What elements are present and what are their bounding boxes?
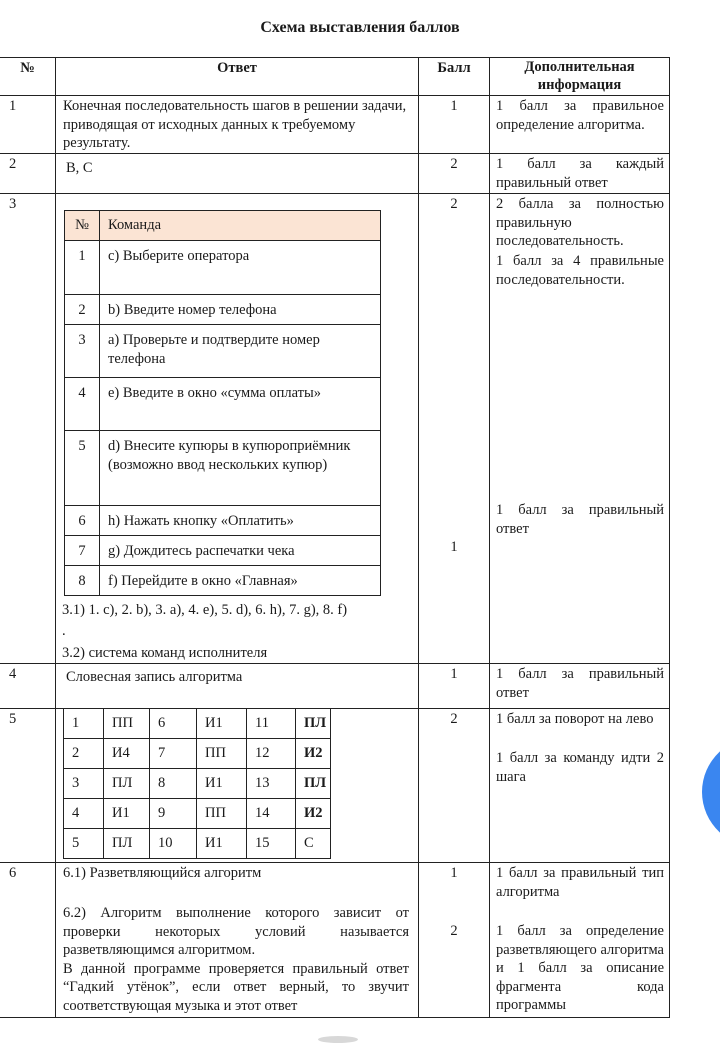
- routes-cell: ПЛ: [296, 709, 331, 739]
- command-text: е) Введите в окно «сумма оплаты»: [100, 378, 381, 431]
- commands-table: [64, 210, 381, 596]
- score-value: 1: [450, 666, 458, 682]
- info-text: 1 балл за правильный ответ: [496, 502, 664, 537]
- command-num: 6: [65, 506, 100, 536]
- routes-cell: 6: [150, 709, 197, 739]
- routes-cell: И2: [296, 739, 331, 769]
- command-text: d) Внесите купюры в купюроприёмник (возможно ввод нескольких купюр): [100, 431, 381, 506]
- command-text: g) Дождитесь распечатки чека: [100, 536, 381, 566]
- routes-cell: 2: [64, 739, 104, 769]
- command-text: а) Проверьте и подтвердите номер телефона: [100, 325, 381, 378]
- routes-cell: 13: [247, 769, 296, 799]
- row-number: 3: [9, 196, 17, 212]
- table-rule: [0, 1017, 670, 1018]
- info-text: 1 балл за правильный ответ: [496, 666, 664, 701]
- routes-cell: 12: [247, 739, 296, 769]
- routes-cell: И1: [197, 769, 247, 799]
- routes-row: [64, 769, 331, 799]
- routes-cell: 4: [64, 799, 104, 829]
- answer-3-1-dot: .: [62, 623, 66, 639]
- routes-cell: И2: [296, 799, 331, 829]
- row-number: 1: [9, 98, 17, 114]
- routes-cell: И1: [104, 799, 150, 829]
- answer-6-2: [63, 904, 409, 1017]
- score-value: 1: [450, 98, 458, 114]
- answer-6-2-extra: В данной программе проверяется правильный ответ “Гадкий утёнок”, если ответ верный, то звучит соответствующая музыка и этот ответ: [63, 960, 409, 1014]
- floating-action-button[interactable]: [702, 735, 720, 849]
- command-row: [65, 431, 381, 506]
- command-text: с) Выберите оператора: [100, 241, 381, 295]
- row-number: 5: [9, 711, 17, 727]
- info-text: 1 балл за правильный тип алгоритма: [496, 865, 664, 900]
- answer-6-1: 6.1) Разветвляющийся алгоритм: [63, 865, 262, 881]
- answer-3-2: 3.2) система команд исполнителя: [62, 645, 268, 661]
- routes-table: [63, 708, 331, 859]
- routes-cell: 10: [150, 829, 197, 859]
- info-text: 1 балл за правильное определение алгоритма.: [496, 98, 664, 133]
- routes-cell: ПЛ: [296, 769, 331, 799]
- routes-cell: 5: [64, 829, 104, 859]
- info-text: 1 балл за каждый правильный ответ: [496, 156, 664, 191]
- routes-cell: С: [296, 829, 331, 859]
- routes-cell: И1: [197, 709, 247, 739]
- routes-cell: И1: [197, 829, 247, 859]
- header-answer: Ответ: [217, 60, 257, 76]
- answer-6-2-text: 6.2) Алгоритм выполнение которого зависит от проверки некоторых условий называется разветвляющимся алгоритмом.: [63, 905, 409, 959]
- score-value: 1: [450, 539, 458, 555]
- table-rule: [669, 57, 670, 1018]
- score-value: 2: [450, 923, 458, 939]
- routes-row: [64, 709, 331, 739]
- commands-header-num: №: [65, 211, 100, 241]
- info-text: 1 балл за команду идти 2 шага: [496, 750, 664, 785]
- document-title: Схема выставления баллов: [260, 19, 460, 36]
- command-row: [65, 506, 381, 536]
- table-rule: [0, 862, 670, 863]
- info-text: 1 балл за поворот на лево: [496, 711, 654, 727]
- table-rule: [0, 153, 670, 154]
- routes-cell: 14: [247, 799, 296, 829]
- routes-cell: 9: [150, 799, 197, 829]
- command-num: 5: [65, 431, 100, 506]
- score-value: 2: [450, 156, 458, 172]
- routes-cell: 7: [150, 739, 197, 769]
- table-rule: [0, 193, 670, 194]
- command-row: [65, 325, 381, 378]
- routes-row: [64, 739, 331, 769]
- answer-text: Конечная последовательность шагов в решении задачи, приводящая от исходных данных к требуемому результату.: [63, 98, 407, 152]
- command-row: [65, 566, 381, 596]
- command-num: 2: [65, 295, 100, 325]
- command-text: b) Введите номер телефона: [100, 295, 381, 325]
- answer-3-1: 3.1) 1. с), 2. b), 3. а), 4. е), 5. d), 6. h), 7. g), 8. f): [62, 602, 348, 618]
- routes-cell: 15: [247, 829, 296, 859]
- command-row: [65, 295, 381, 325]
- row-number: 2: [9, 156, 17, 172]
- header-num: №: [20, 60, 35, 76]
- commands-header-command: Команда: [100, 211, 381, 241]
- table-rule: [0, 95, 670, 96]
- score-value: 2: [450, 196, 458, 212]
- table-rule: [55, 57, 56, 1018]
- answer-text: Словесная запись алгоритма: [66, 669, 243, 685]
- table-rule: [0, 57, 670, 58]
- command-row: [65, 536, 381, 566]
- routes-cell: 8: [150, 769, 197, 799]
- commands-header-row: [65, 211, 381, 241]
- header-score: Балл: [437, 60, 471, 76]
- info-text: 2 балла за полностью правильную последовательность.: [496, 196, 664, 250]
- command-num: 4: [65, 378, 100, 431]
- command-text: f) Перейдите в окно «Главная»: [100, 566, 381, 596]
- score-value: 1: [450, 865, 458, 881]
- routes-cell: ПП: [197, 739, 247, 769]
- answer-text: В, С: [66, 160, 93, 176]
- scan-smudge: [318, 1036, 358, 1043]
- routes-cell: ПЛ: [104, 829, 150, 859]
- routes-cell: ПП: [197, 799, 247, 829]
- routes-cell: И4: [104, 739, 150, 769]
- table-rule: [0, 663, 670, 664]
- command-row: [65, 241, 381, 295]
- command-num: 1: [65, 241, 100, 295]
- routes-cell: 11: [247, 709, 296, 739]
- row-number: 4: [9, 666, 17, 682]
- info-text: 1 балл за 4 правильные последовательности.: [496, 253, 664, 288]
- table-rule: [489, 57, 490, 1018]
- command-num: 3: [65, 325, 100, 378]
- routes-cell: 1: [64, 709, 104, 739]
- info-text: 1 балл за определение разветвляющего алгоритма и 1 балл за описание фрагмента кода программы: [496, 923, 664, 1014]
- routes-cell: 3: [64, 769, 104, 799]
- command-text: h) Нажать кнопку «Оплатить»: [100, 506, 381, 536]
- command-num: 7: [65, 536, 100, 566]
- command-row: [65, 378, 381, 431]
- routes-cell: ПП: [104, 709, 150, 739]
- routes-row: [64, 799, 331, 829]
- row-number: 6: [9, 865, 17, 881]
- score-value: 2: [450, 711, 458, 727]
- command-num: 8: [65, 566, 100, 596]
- routes-cell: ПЛ: [104, 769, 150, 799]
- routes-row: [64, 829, 331, 859]
- header-info: Дополнительная информация: [524, 59, 635, 93]
